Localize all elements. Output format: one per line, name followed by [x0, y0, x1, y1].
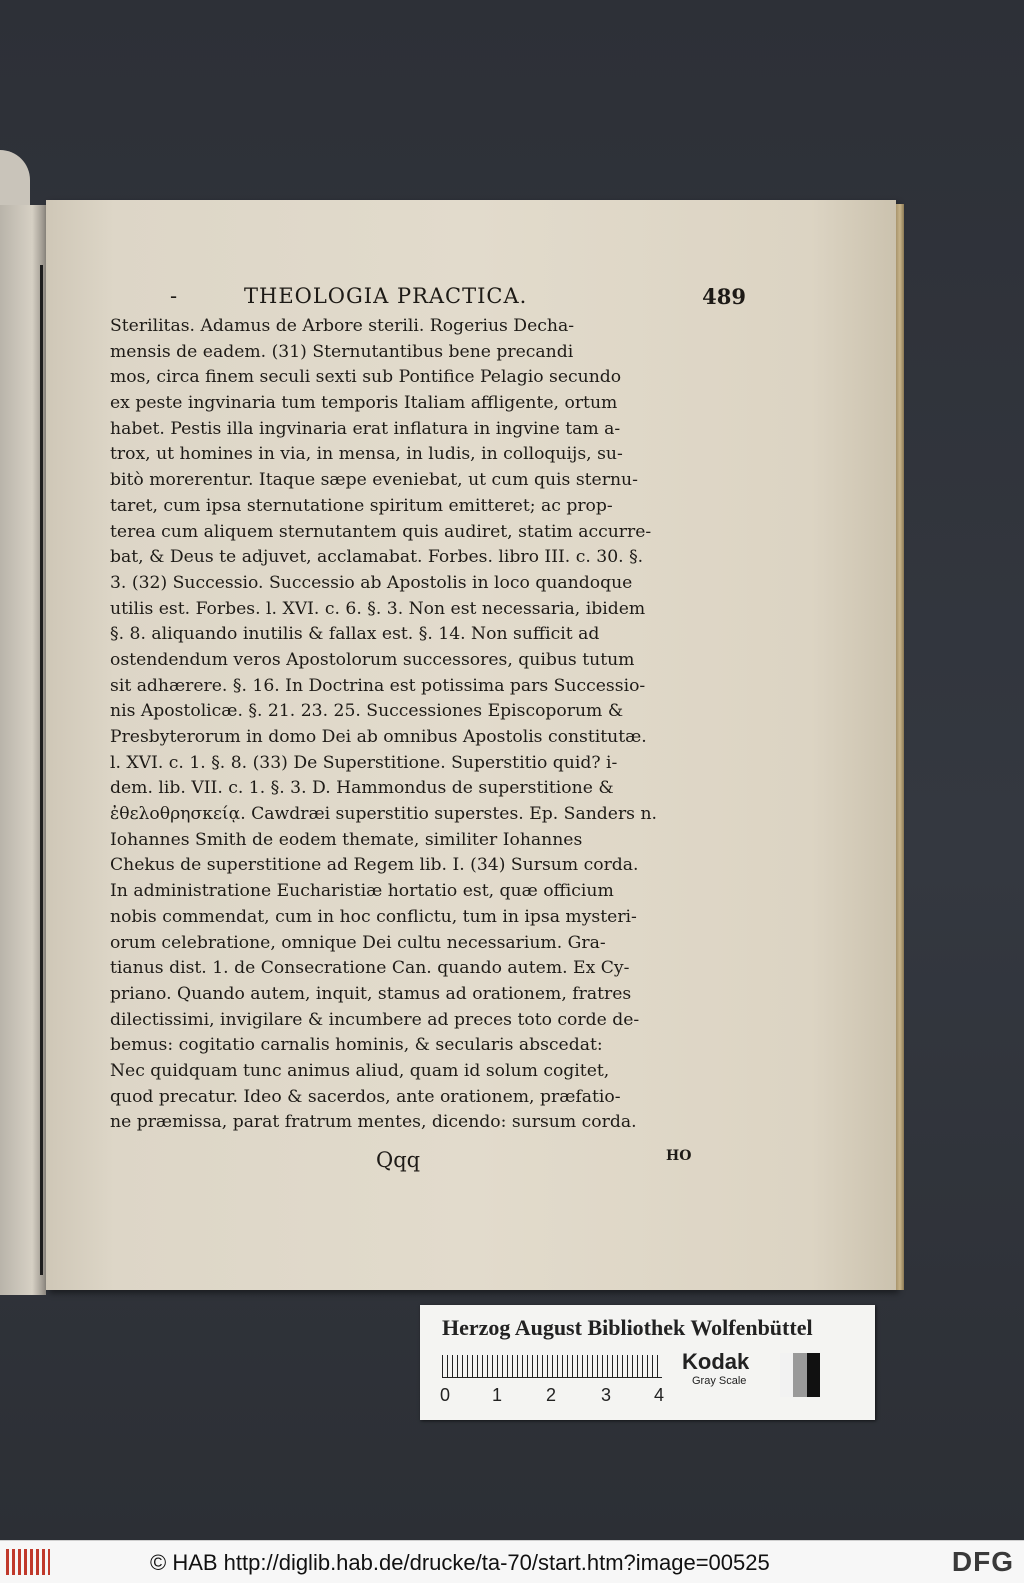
text-line: orum celebratione, omnique Dei cultu necessarium. Gra- [110, 932, 606, 953]
text-line: tianus dist. 1. de Consecratione Can. quando autem. Ex Cy- [110, 958, 630, 979]
scale-number: 1 [492, 1385, 503, 1405]
text-line: taret, cum ipsa sternutatione spiritum emitteret; ac prop- [110, 495, 613, 516]
footer-bar [0, 1540, 1024, 1583]
text-line: mensis de eadem. (31) Sternutantibus bene precandi [110, 341, 574, 362]
text-line: terea cum aliquem sternutantem quis audiret, statim accurre- [110, 521, 652, 542]
text-line: §. 8. aliquando inutilis & fallax est. §. 14. Non sufficit ad [110, 624, 600, 645]
text-line: mos, circa finem seculi sexti sub Pontifice Pelagio secundo [110, 367, 622, 388]
gray-scale-label: Gray Scale [692, 1375, 747, 1387]
running-header [156, 284, 746, 314]
scale-ruler [442, 1355, 662, 1378]
scale-number: 2 [546, 1385, 557, 1405]
kodak-logo: Kodak [682, 1349, 750, 1374]
text-line: quod precatur. Ideo & sacerdos, ante orationem, præfatio- [110, 1086, 621, 1107]
text-line: nis Apostolicæ. §. 21. 23. 25. Successiones Episcoporum & [110, 701, 624, 722]
text-line: Presbyterorum in domo Dei ab omnibus Apostolis constitutæ. [110, 727, 647, 747]
dfg-logo: DFG [951, 1546, 1014, 1577]
text-line: bitò morerentur. Itaque sæpe eveniebat, ut cum quis sternu- [110, 470, 638, 491]
gray-swatch [807, 1353, 820, 1397]
text-line: priano. Quando autem, inquit, stamus ad orationem, fratres [110, 983, 632, 1004]
text-line: dem. lib. VII. c. 1. §. 3. D. Hammondus de superstitione & [110, 778, 614, 799]
text-line: habet. Pestis illa ingvinaria erat inflatura in ingvine tam a- [110, 418, 621, 439]
book-page [46, 200, 896, 1290]
text-line: 3. (32) Successio. Successio ab Apostolis in loco quandoque [110, 572, 633, 593]
gray-swatches [780, 1353, 820, 1397]
text-line: ostendendum veros Apostolorum successores, quibus tutum [110, 649, 635, 670]
page-number: 489 [702, 284, 746, 309]
library-name: Herzog August Bibliothek Wolfenbüttel [442, 1315, 813, 1340]
scale-number: 4 [654, 1385, 665, 1405]
text-line: Nec quidquam tunc animus aliud, quam id solum cogitet, [110, 1060, 610, 1081]
header-dash: - [170, 284, 178, 308]
text-line: trox, ut homines in via, in mensa, in ludis, in colloquijs, su- [110, 444, 623, 465]
copyright-url[interactable]: © HAB http://diglib.hab.de/drucke/ta-70/start.htm?image=00525 [150, 1550, 770, 1575]
text-line: In administratione Eucharistiæ hortatio est, quæ officium [110, 881, 614, 902]
body-text [110, 314, 690, 1136]
catchword: HO [666, 1148, 692, 1164]
gutter-shadow [40, 265, 43, 1275]
text-line: dilectissimi, invigilare & incumbere ad preces toto corde de- [110, 1009, 640, 1030]
text-line: ἐθελοθρησκείᾳ. Cawdræi superstitio superstes. Ep. Sanders n. [110, 804, 657, 825]
text-line: ne præmissa, parat fratrum mentes, dicendo: sursum corda. [110, 1112, 637, 1133]
hab-barcode-icon [6, 1549, 50, 1575]
scale-number: 0 [440, 1385, 451, 1405]
text-line: sit adhærere. §. 16. In Doctrina est potissima pars Successio- [110, 675, 646, 696]
running-title: THEOLOGIA PRACTICA. [244, 284, 528, 308]
text-line: utilis est. Forbes. l. XVI. c. 6. §. 3. Non est necessaria, ibidem [110, 598, 646, 619]
signature-mark: Qqq [376, 1148, 421, 1172]
color-reference-card [420, 1305, 875, 1420]
text-line: Sterilitas. Adamus de Arbore sterili. Rogerius Decha- [110, 316, 575, 336]
text-line: bemus: cogitatio carnalis hominis, & secularis abscedat: [110, 1035, 603, 1056]
text-line: bat, & Deus te adjuvet, acclamabat. Forbes. libro III. c. 30. §. [110, 547, 644, 568]
text-line: ex peste ingvinaria tum temporis Italiam affligente, ortum [110, 393, 618, 414]
text-line: Chekus de superstitione ad Regem lib. I. (34) Sursum corda. [110, 855, 639, 876]
page-edge [896, 204, 904, 1290]
scale-number: 3 [601, 1385, 612, 1405]
gray-swatch [793, 1353, 806, 1397]
text-line: Iohannes Smith de eodem themate, similiter Iohannes [110, 829, 583, 850]
text-line: l. XVI. c. 1. §. 8. (33) De Superstitione. Superstitio quid? i- [110, 752, 618, 773]
gray-swatch [780, 1353, 793, 1397]
text-line: nobis commendat, cum in hoc conflictu, tum in ipsa mysteri- [110, 906, 637, 927]
